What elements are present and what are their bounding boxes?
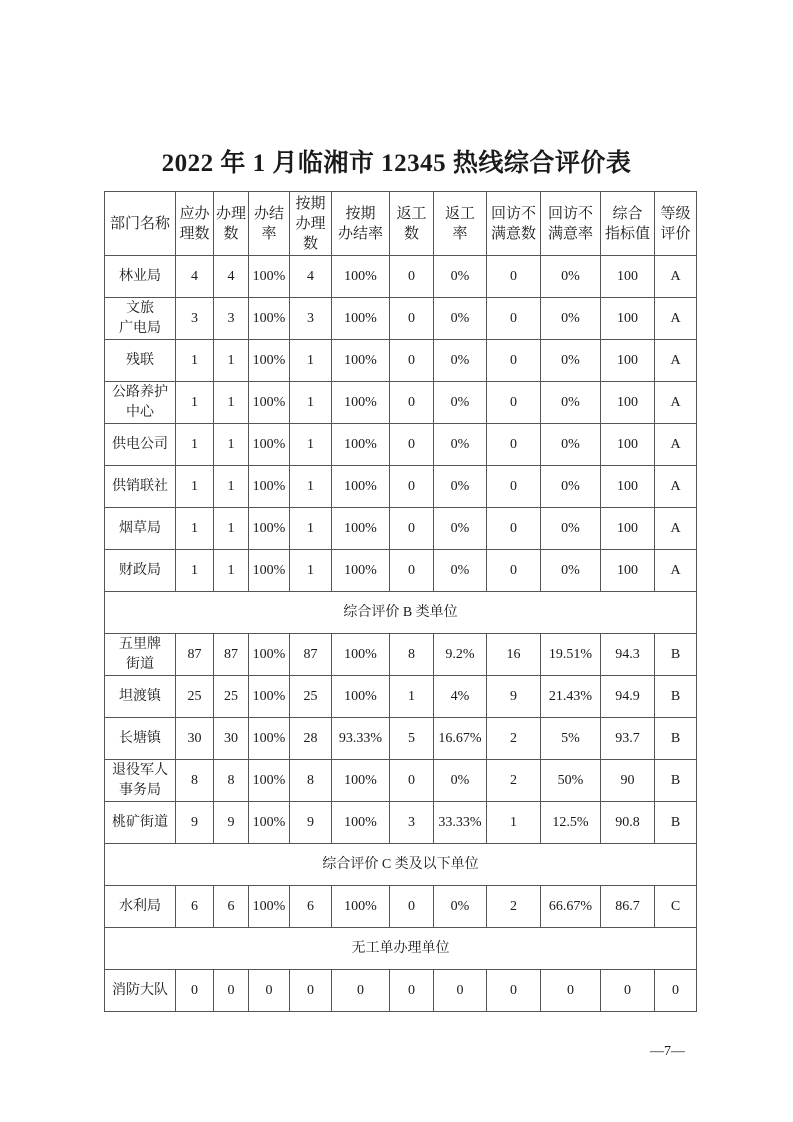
column-header: 返工 数 [390, 192, 434, 256]
value-cell: 0 [332, 970, 390, 1012]
value-cell: 4% [434, 676, 487, 718]
value-cell: 1 [214, 340, 249, 382]
value-cell: 25 [214, 676, 249, 718]
value-cell: 1 [290, 424, 332, 466]
value-cell: 2 [487, 886, 541, 928]
table-row [105, 760, 697, 802]
value-cell: 8 [290, 760, 332, 802]
value-cell: 1 [176, 550, 214, 592]
value-cell: B [655, 634, 697, 676]
value-cell: 100% [332, 382, 390, 424]
value-cell: B [655, 760, 697, 802]
value-cell: 0 [601, 970, 655, 1012]
column-header: 办理 数 [214, 192, 249, 256]
section-header-row [105, 844, 697, 886]
value-cell: 6 [290, 886, 332, 928]
value-cell: 5% [541, 718, 601, 760]
value-cell: 0 [487, 550, 541, 592]
department-name-cell: 桃矿街道 [105, 802, 176, 844]
value-cell: 100% [249, 550, 290, 592]
department-name-cell: 退役军人 事务局 [105, 760, 176, 802]
value-cell: 100 [601, 508, 655, 550]
department-name-cell: 残联 [105, 340, 176, 382]
value-cell: 0% [434, 886, 487, 928]
value-cell: 100% [249, 802, 290, 844]
value-cell: 90.8 [601, 802, 655, 844]
value-cell: 8 [214, 760, 249, 802]
value-cell: 0 [390, 298, 434, 340]
value-cell: 100% [249, 760, 290, 802]
table-header-row [105, 192, 697, 256]
value-cell: 1 [290, 550, 332, 592]
department-name-cell: 财政局 [105, 550, 176, 592]
value-cell: 0% [434, 508, 487, 550]
value-cell: 16 [487, 634, 541, 676]
value-cell: 0 [390, 550, 434, 592]
department-name-cell: 供销联社 [105, 466, 176, 508]
value-cell: 0% [541, 256, 601, 298]
value-cell: 0 [390, 886, 434, 928]
column-header: 回访不 满意数 [487, 192, 541, 256]
value-cell: 100 [601, 340, 655, 382]
value-cell: 1 [290, 508, 332, 550]
value-cell: 0 [390, 970, 434, 1012]
table-row [105, 634, 697, 676]
value-cell: 0 [541, 970, 601, 1012]
value-cell: 0 [487, 424, 541, 466]
value-cell: 1 [176, 466, 214, 508]
value-cell: 9 [214, 802, 249, 844]
value-cell: 0 [487, 508, 541, 550]
value-cell: B [655, 718, 697, 760]
department-name-cell: 坦渡镇 [105, 676, 176, 718]
value-cell: C [655, 886, 697, 928]
value-cell: 100 [601, 424, 655, 466]
department-name-cell: 水利局 [105, 886, 176, 928]
department-name-cell: 林业局 [105, 256, 176, 298]
value-cell: 0 [249, 970, 290, 1012]
column-header: 部门名称 [105, 192, 176, 256]
value-cell: 0 [390, 466, 434, 508]
value-cell: 0% [541, 424, 601, 466]
value-cell: 4 [290, 256, 332, 298]
value-cell: 19.51% [541, 634, 601, 676]
column-header: 回访不 满意率 [541, 192, 601, 256]
value-cell: 0 [487, 970, 541, 1012]
value-cell: 1 [290, 466, 332, 508]
value-cell: 3 [290, 298, 332, 340]
value-cell: A [655, 466, 697, 508]
table-row [105, 886, 697, 928]
value-cell: 0% [434, 760, 487, 802]
value-cell: 86.7 [601, 886, 655, 928]
document-title: 2022 年 1 月临湘市 12345 热线综合评价表 [161, 150, 632, 177]
section-label: 综合评价 C 类及以下单位 [105, 844, 697, 886]
value-cell: 0% [541, 508, 601, 550]
value-cell: 25 [176, 676, 214, 718]
value-cell: 100% [249, 298, 290, 340]
section-header-row [105, 928, 697, 970]
value-cell: 3 [176, 298, 214, 340]
value-cell: 6 [176, 886, 214, 928]
table-row [105, 508, 697, 550]
value-cell: 9 [290, 802, 332, 844]
column-header: 返工 率 [434, 192, 487, 256]
value-cell: 0% [434, 382, 487, 424]
table-row [105, 676, 697, 718]
value-cell: 1 [214, 382, 249, 424]
value-cell: 100% [332, 760, 390, 802]
section-header-row [105, 592, 697, 634]
table-row [105, 550, 697, 592]
value-cell: 0 [434, 970, 487, 1012]
department-name-cell: 五里牌 街道 [105, 634, 176, 676]
value-cell: 1 [176, 340, 214, 382]
value-cell: 100% [332, 298, 390, 340]
value-cell: 0% [541, 298, 601, 340]
table-row [105, 424, 697, 466]
section-label: 无工单办理单位 [105, 928, 697, 970]
value-cell: 1 [290, 382, 332, 424]
department-name-cell: 烟草局 [105, 508, 176, 550]
column-header: 办结 率 [249, 192, 290, 256]
value-cell: 0% [434, 550, 487, 592]
value-cell: A [655, 340, 697, 382]
value-cell: 0 [487, 382, 541, 424]
value-cell: A [655, 256, 697, 298]
value-cell: 100% [249, 466, 290, 508]
value-cell: A [655, 298, 697, 340]
value-cell: 0 [176, 970, 214, 1012]
value-cell: 30 [176, 718, 214, 760]
value-cell: 8 [176, 760, 214, 802]
value-cell: 100 [601, 466, 655, 508]
value-cell: 0 [390, 760, 434, 802]
value-cell: 0 [487, 256, 541, 298]
value-cell: 12.5% [541, 802, 601, 844]
value-cell: 100% [332, 676, 390, 718]
value-cell: 100% [332, 256, 390, 298]
value-cell: 0 [390, 256, 434, 298]
value-cell: 1 [214, 466, 249, 508]
value-cell: 100% [332, 550, 390, 592]
value-cell: 0% [541, 550, 601, 592]
value-cell: 28 [290, 718, 332, 760]
value-cell: 100 [601, 256, 655, 298]
department-name-cell: 公路养护 中心 [105, 382, 176, 424]
value-cell: 0 [290, 970, 332, 1012]
value-cell: 0% [541, 340, 601, 382]
value-cell: 100% [249, 718, 290, 760]
value-cell: 100 [601, 382, 655, 424]
value-cell: 100 [601, 550, 655, 592]
value-cell: 0 [390, 508, 434, 550]
value-cell: 0% [434, 466, 487, 508]
value-cell: 66.67% [541, 886, 601, 928]
value-cell: 93.7 [601, 718, 655, 760]
value-cell: 6 [214, 886, 249, 928]
table-row [105, 466, 697, 508]
column-header: 综合 指标值 [601, 192, 655, 256]
value-cell: 100% [332, 424, 390, 466]
table-row [105, 256, 697, 298]
value-cell: 100% [249, 676, 290, 718]
value-cell: 100% [249, 340, 290, 382]
value-cell: 0 [390, 382, 434, 424]
value-cell: 50% [541, 760, 601, 802]
value-cell: 0 [390, 424, 434, 466]
section-label: 综合评价 B 类单位 [105, 592, 697, 634]
value-cell: 100% [332, 802, 390, 844]
value-cell: 90 [601, 760, 655, 802]
table-row [105, 298, 697, 340]
value-cell: 0% [434, 340, 487, 382]
value-cell: 100% [332, 466, 390, 508]
value-cell: 4 [214, 256, 249, 298]
column-header: 应办 理数 [176, 192, 214, 256]
value-cell: 100% [332, 886, 390, 928]
value-cell: B [655, 802, 697, 844]
value-cell: A [655, 508, 697, 550]
value-cell: 0% [434, 256, 487, 298]
table-row [105, 802, 697, 844]
value-cell: 1 [290, 340, 332, 382]
value-cell: 87 [214, 634, 249, 676]
value-cell: 21.43% [541, 676, 601, 718]
value-cell: 1 [176, 508, 214, 550]
value-cell: 100% [249, 886, 290, 928]
value-cell: 1 [390, 676, 434, 718]
value-cell: 3 [214, 298, 249, 340]
value-cell: 2 [487, 760, 541, 802]
value-cell: A [655, 424, 697, 466]
value-cell: 100% [332, 340, 390, 382]
value-cell: A [655, 550, 697, 592]
value-cell: 0 [214, 970, 249, 1012]
value-cell: 0 [655, 970, 697, 1012]
value-cell: 100% [249, 256, 290, 298]
column-header: 等级 评价 [655, 192, 697, 256]
value-cell: 8 [390, 634, 434, 676]
value-cell: 100% [249, 508, 290, 550]
value-cell: 0 [487, 340, 541, 382]
value-cell: 0% [434, 424, 487, 466]
value-cell: 93.33% [332, 718, 390, 760]
column-header: 按期 办理 数 [290, 192, 332, 256]
value-cell: 1 [214, 508, 249, 550]
value-cell: 9 [176, 802, 214, 844]
table-row [105, 340, 697, 382]
value-cell: 5 [390, 718, 434, 760]
value-cell: 30 [214, 718, 249, 760]
value-cell: 100% [249, 382, 290, 424]
value-cell: 16.67% [434, 718, 487, 760]
value-cell: 0 [487, 466, 541, 508]
page-number: —7— [650, 1044, 685, 1059]
value-cell: A [655, 382, 697, 424]
value-cell: 9 [487, 676, 541, 718]
department-name-cell: 供电公司 [105, 424, 176, 466]
department-name-cell: 长塘镇 [105, 718, 176, 760]
value-cell: 100% [332, 508, 390, 550]
table-row [105, 970, 697, 1012]
value-cell: 87 [290, 634, 332, 676]
evaluation-table [104, 191, 697, 1012]
value-cell: 1 [176, 424, 214, 466]
value-cell: 0 [390, 340, 434, 382]
value-cell: 100% [332, 634, 390, 676]
value-cell: 4 [176, 256, 214, 298]
value-cell: 1 [214, 424, 249, 466]
value-cell: 94.9 [601, 676, 655, 718]
value-cell: 1 [176, 382, 214, 424]
value-cell: 100% [249, 424, 290, 466]
value-cell: 100 [601, 298, 655, 340]
value-cell: 9.2% [434, 634, 487, 676]
value-cell: 1 [214, 550, 249, 592]
value-cell: 87 [176, 634, 214, 676]
table-row [105, 382, 697, 424]
value-cell: 100% [249, 634, 290, 676]
value-cell: 0% [434, 298, 487, 340]
department-name-cell: 文旅 广电局 [105, 298, 176, 340]
value-cell: 94.3 [601, 634, 655, 676]
value-cell: 0 [487, 298, 541, 340]
value-cell: 1 [487, 802, 541, 844]
table-row [105, 718, 697, 760]
value-cell: 3 [390, 802, 434, 844]
value-cell: 25 [290, 676, 332, 718]
department-name-cell: 消防大队 [105, 970, 176, 1012]
value-cell: 0% [541, 382, 601, 424]
value-cell: B [655, 676, 697, 718]
value-cell: 0% [541, 466, 601, 508]
value-cell: 33.33% [434, 802, 487, 844]
column-header: 按期 办结率 [332, 192, 390, 256]
value-cell: 2 [487, 718, 541, 760]
